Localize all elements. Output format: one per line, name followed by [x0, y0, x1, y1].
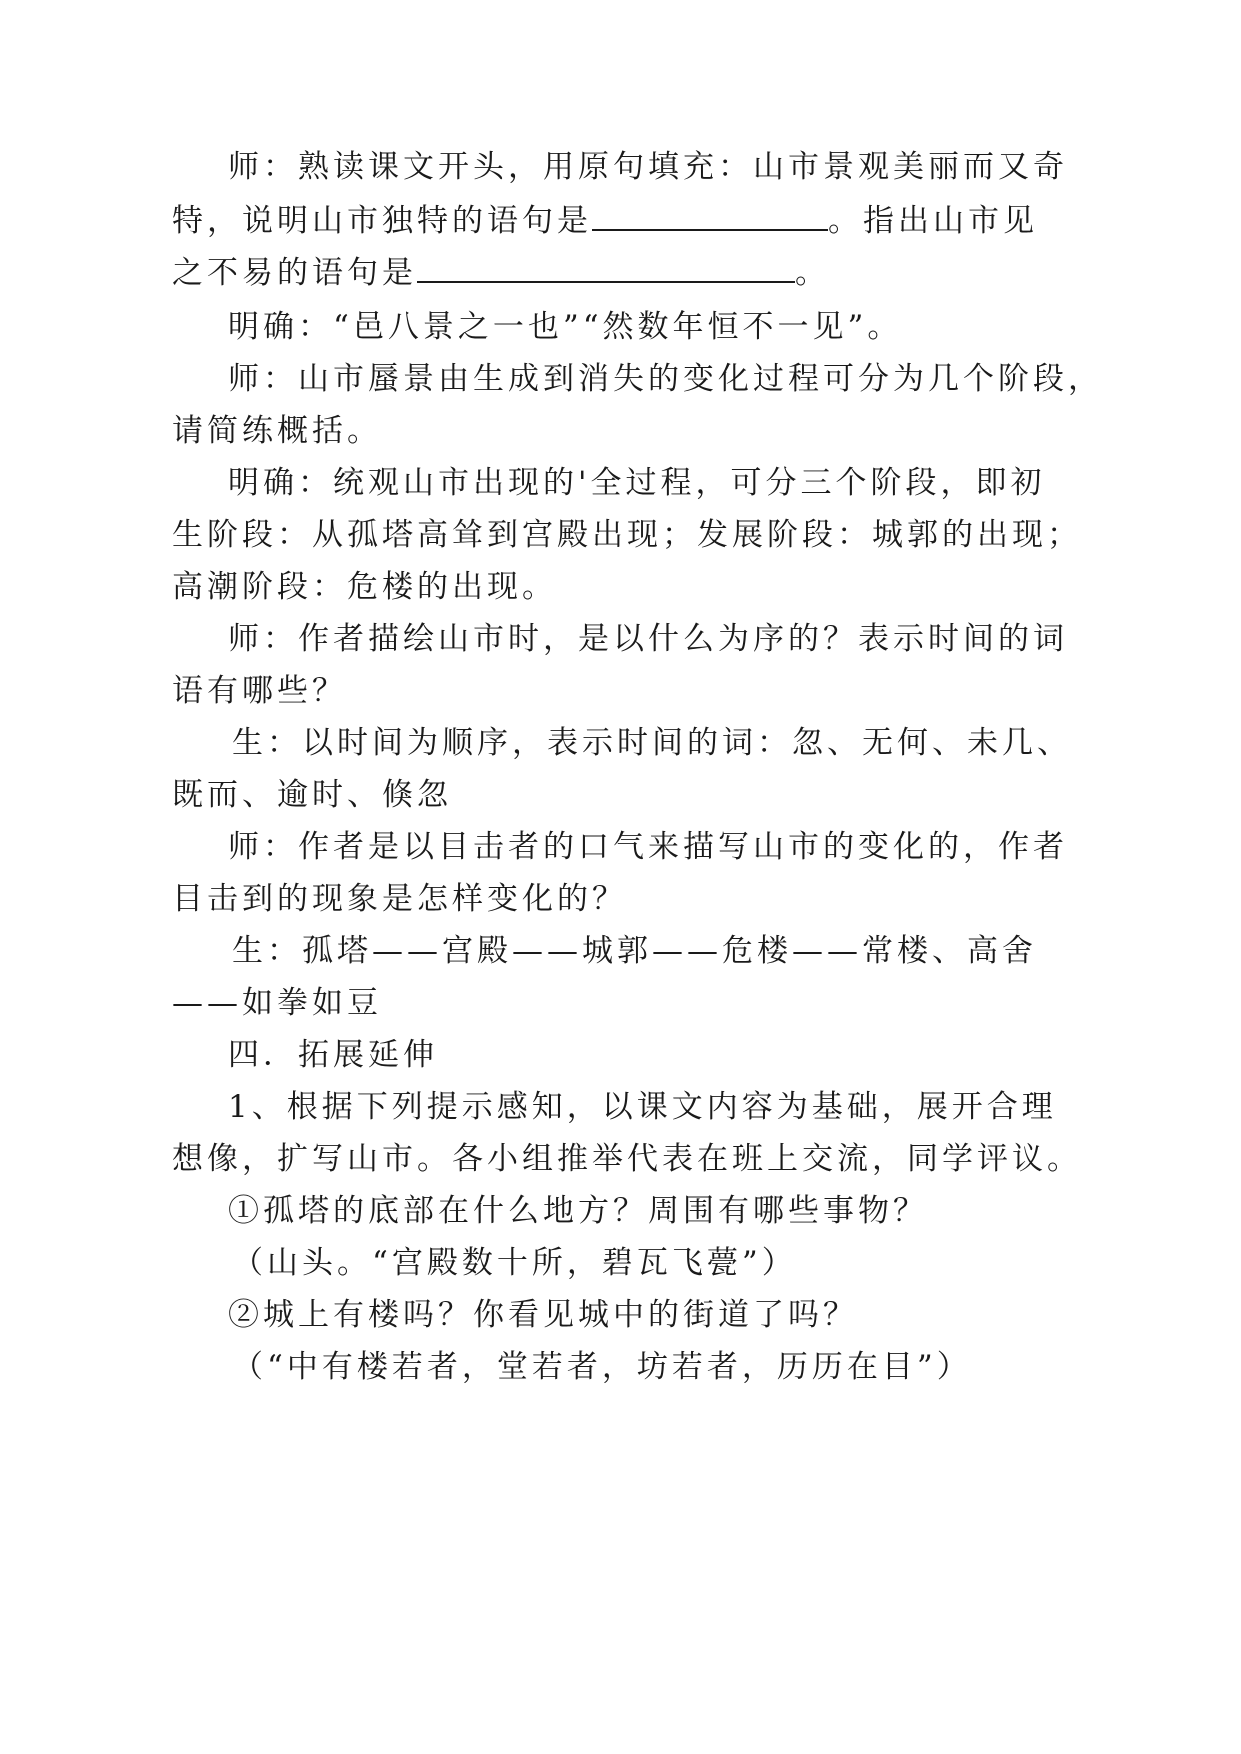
paragraph-line: 既而、逾时、倏忽	[172, 777, 452, 813]
paragraph-line: 明确：统观山市出现的'全过程，可分三个阶段，即初	[228, 465, 1046, 501]
answer-item: （山头。“宫殿数十所，碧瓦飞甍”）	[232, 1245, 797, 1281]
paragraph-line: 想像，扩写山市。各小组推举代表在班上交流，同学评议。	[172, 1141, 1082, 1177]
paragraph-line: 生：孤塔——宫殿——城郭——危楼——常楼、高舍	[232, 933, 1037, 969]
paragraph-line: 请简练概括。	[172, 413, 382, 449]
paragraph-line: 高潮阶段：危楼的出现。	[172, 569, 557, 605]
paragraph-line: 1、根据下列提示感知，以课文内容为基础，展开合理	[228, 1089, 1057, 1125]
paragraph-line: 生阶段：从孤塔高耸到宫殿出现；发展阶段：城郭的出现；	[172, 517, 1082, 553]
paragraph-line: 师：熟读课文开头，用原句填充：山市景观美丽而又奇	[228, 149, 1068, 185]
line-text: 。	[795, 255, 830, 291]
line-text: 。指出山市见	[828, 203, 1038, 239]
paragraph-line	[172, 244, 830, 302]
paragraph-line: ——如拳如豆	[172, 985, 382, 1021]
section-heading: 四．拓展延伸	[228, 1037, 438, 1073]
question-item: ①孤塔的底部在什么地方？周围有哪些事物？	[228, 1193, 928, 1229]
paragraph-line: 明确：“邑八景之一也”“然数年恒不一见”。	[228, 309, 903, 345]
paragraph-line: 师：山市蜃景由生成到消失的变化过程可分为几个阶段，	[228, 361, 1103, 397]
line-text: 之不易的语句是	[172, 255, 417, 291]
paragraph-line: 生：以时间为顺序，表示时间的词：忽、无何、未几、	[232, 725, 1072, 761]
question-item: ②城上有楼吗？你看见城中的街道了吗？	[228, 1297, 858, 1333]
paragraph-line: 师：作者描绘山市时，是以什么为序的？表示时间的词	[228, 621, 1068, 657]
line-text: 特，说明山市独特的语句是	[172, 203, 592, 239]
paragraph-line	[172, 192, 1038, 250]
answer-item: （“中有楼若者，堂若者，坊若者，历历在目”）	[232, 1349, 972, 1385]
paragraph-line: 师：作者是以目击者的口气来描写山市的变化的，作者	[228, 829, 1068, 865]
paragraph-line: 语有哪些？	[172, 673, 347, 709]
paragraph-line: 目击到的现象是怎样变化的？	[172, 881, 627, 917]
fill-blank	[592, 199, 828, 231]
fill-blank	[417, 251, 795, 283]
